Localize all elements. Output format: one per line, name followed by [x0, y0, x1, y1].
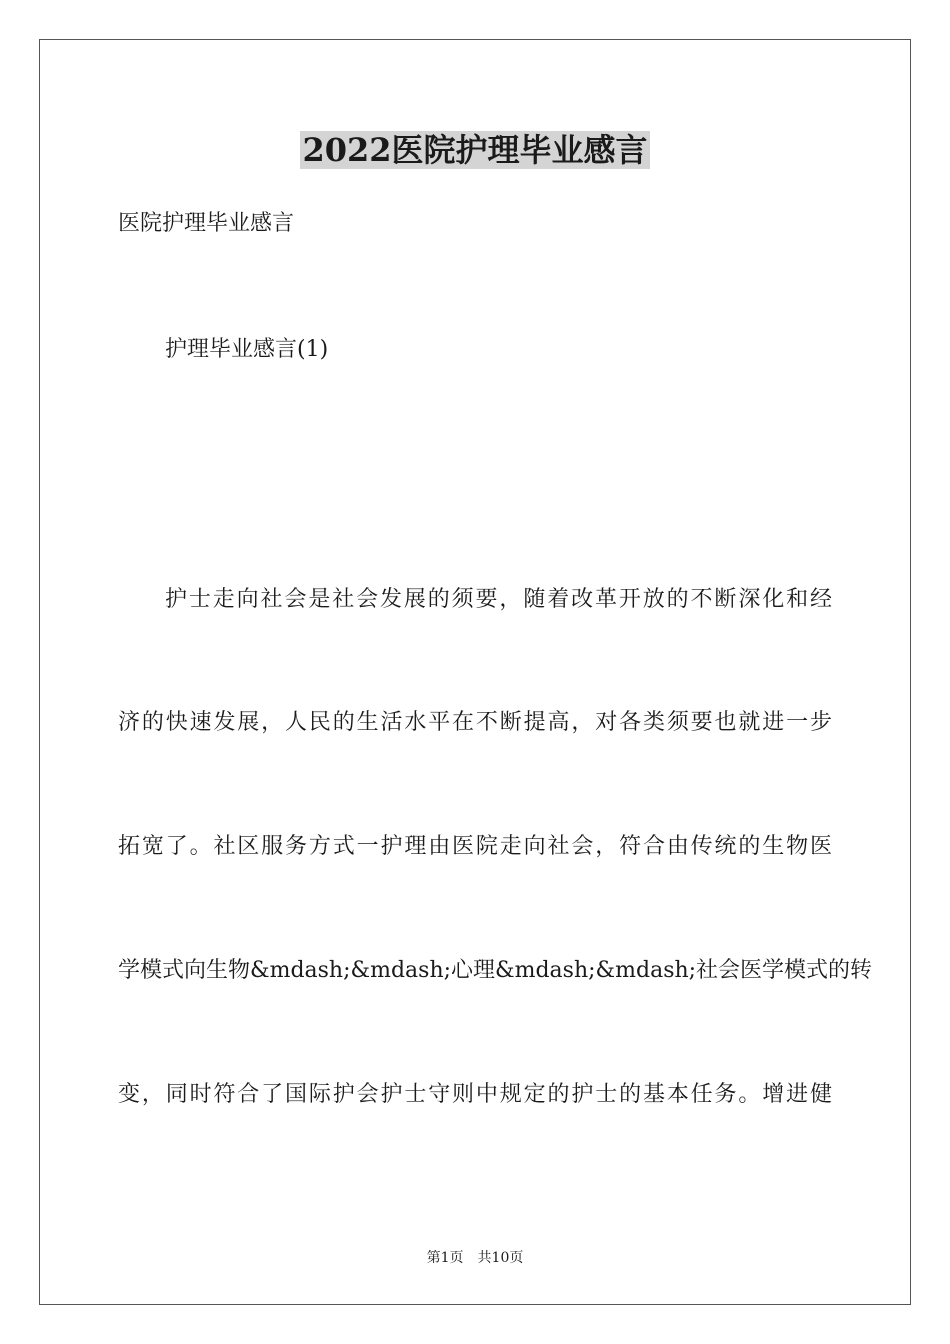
paragraph-line: 护士走向社会是社会发展的须要，随着改革开放的不断深化和经: [165, 587, 834, 612]
section-heading: 护理毕业感言(1): [165, 337, 329, 362]
paragraph-line: 学模式向生物&mdash;&mdash;心理&mdash;&mdash;社会医学模式的转: [118, 958, 873, 983]
paragraph-line: 变，同时符合了国际护会护士守则中规定的护士的基本任务。增进健: [118, 1082, 834, 1107]
paragraph-line: 济的快速发展，人民的生活水平在不断提高，对各类须要也就进一步: [118, 710, 834, 735]
document-title-text: 2022医院护理毕业感言: [302, 131, 648, 169]
document-subtitle: 医院护理毕业感言: [118, 211, 295, 236]
page-number-current: 第1页: [426, 1250, 464, 1266]
page-footer: [0, 1248, 950, 1268]
paragraph-line: 拓宽了。社区服务方式一护理由医院走向社会，符合由传统的生物医: [118, 834, 834, 859]
page-number-total: 共10页: [477, 1250, 524, 1266]
document-title: [0, 128, 950, 172]
